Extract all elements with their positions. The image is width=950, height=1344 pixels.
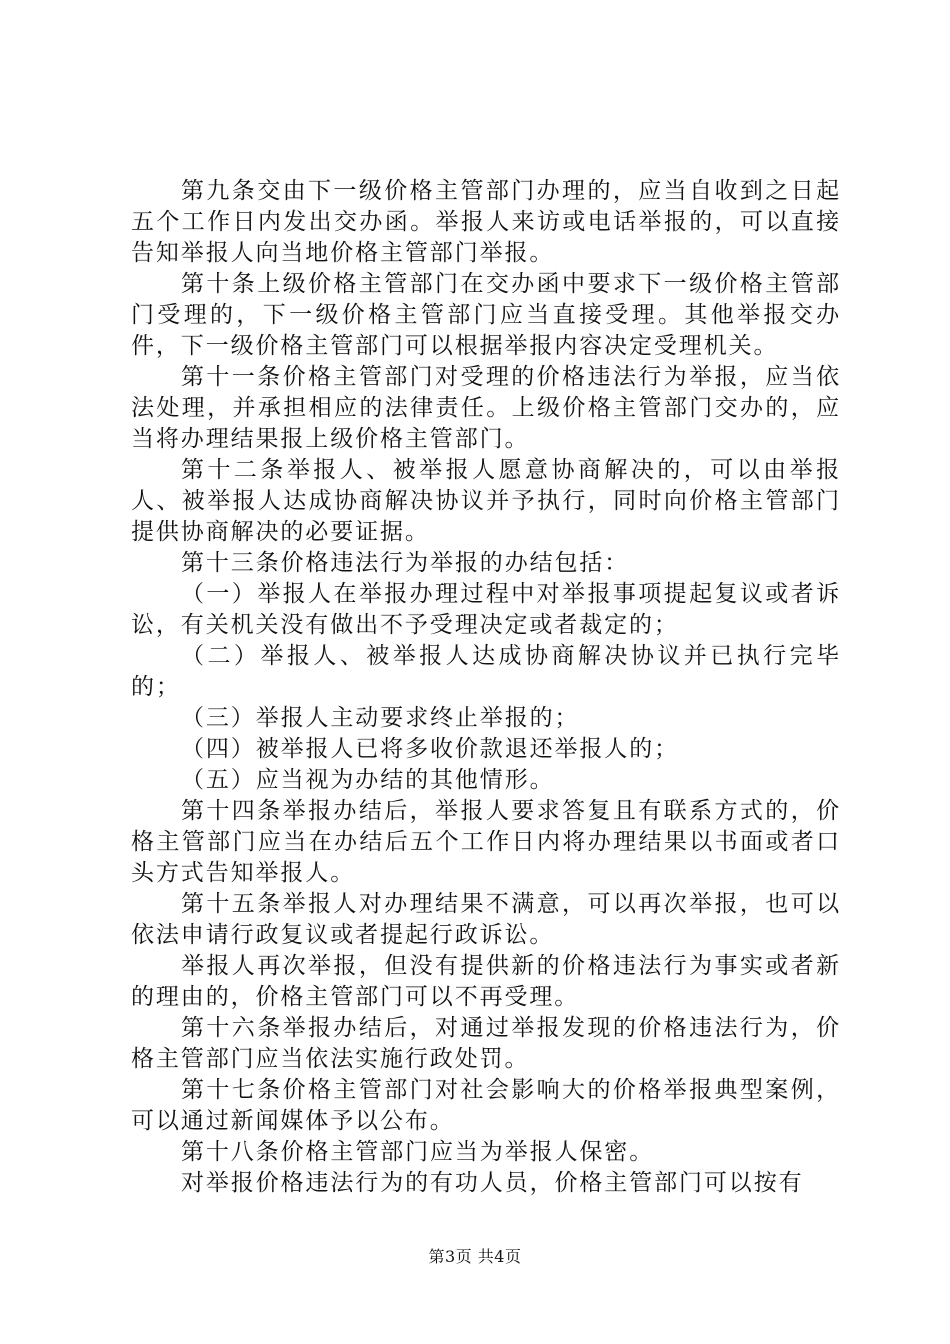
- paragraph-article-16: 第十六条举报办结后，对通过举报发现的价格违法行为，价格主管部门应当依法实施行政处罚。: [131, 1015, 841, 1072]
- list-item-4: （四）被举报人已将多收价款退还举报人的；: [181, 736, 679, 762]
- list-item-1: （一）举报人在举报办理过程中对举报事项提起复议或者诉讼，有关机关没有做出不予受理决定或者裁定的；: [131, 581, 841, 638]
- paragraph-article-10: 第十条上级价格主管部门在交办函中要求下一级价格主管部门受理的，下一级价格主管部门应当直接受理。其他举报交办件，下一级价格主管部门可以根据举报内容决定受理机关。: [131, 271, 841, 359]
- paragraph-article-11: 第十一条价格主管部门对受理的价格违法行为举报，应当依法处理，并承担相应的法律责任。上级价格主管部门交办的，应当将办理结果报上级价格主管部门。: [131, 364, 841, 452]
- paragraph-article-14: 第十四条举报办结后，举报人要求答复且有联系方式的，价格主管部门应当在办结后五个工作日内将办理结果以书面或者口头方式告知举报人。: [131, 798, 841, 886]
- paragraph-article-18-continued: 对举报价格违法行为的有功人员，价格主管部门可以按有: [181, 1170, 804, 1196]
- paragraph-article-12: 第十二条举报人、被举报人愿意协商解决的，可以由举报人、被举报人达成协商解决协议并予执行，同时向价格主管部门提供协商解决的必要证据。: [131, 457, 841, 545]
- paragraph-article-9: 第九条交由下一级价格主管部门办理的，应当自收到之日起五个工作日内发出交办函。举报人来访或电话举报的，可以直接告知举报人向当地价格主管部门举报。: [131, 178, 841, 266]
- list-item-2: （二）举报人、被举报人达成协商解决协议并已执行完毕的；: [131, 643, 841, 700]
- paragraph-article-15: 第十五条举报人对办理结果不满意，可以再次举报，也可以依法申请行政复议或者提起行政诉讼。: [131, 891, 841, 948]
- list-item-3: （三）举报人主动要求终止举报的；: [181, 705, 580, 731]
- paragraph-article-17: 第十七条价格主管部门对社会影响大的价格举报典型案例，可以通过新闻媒体予以公布。: [131, 1077, 841, 1134]
- list-item-5: （五）应当视为办结的其他情形。: [181, 767, 555, 793]
- document-body: [131, 176, 841, 1199]
- paragraph-article-13: 第十三条价格违法行为举报的办结包括：: [181, 550, 630, 576]
- paragraph-article-15-continued: 举报人再次举报，但没有提供新的价格违法行为事实或者新的理由的，价格主管部门可以不再受理。: [131, 953, 841, 1010]
- page-number-footer: 第3页 共4页: [428, 1247, 522, 1266]
- paragraph-article-18: 第十八条价格主管部门应当为举报人保密。: [181, 1139, 655, 1165]
